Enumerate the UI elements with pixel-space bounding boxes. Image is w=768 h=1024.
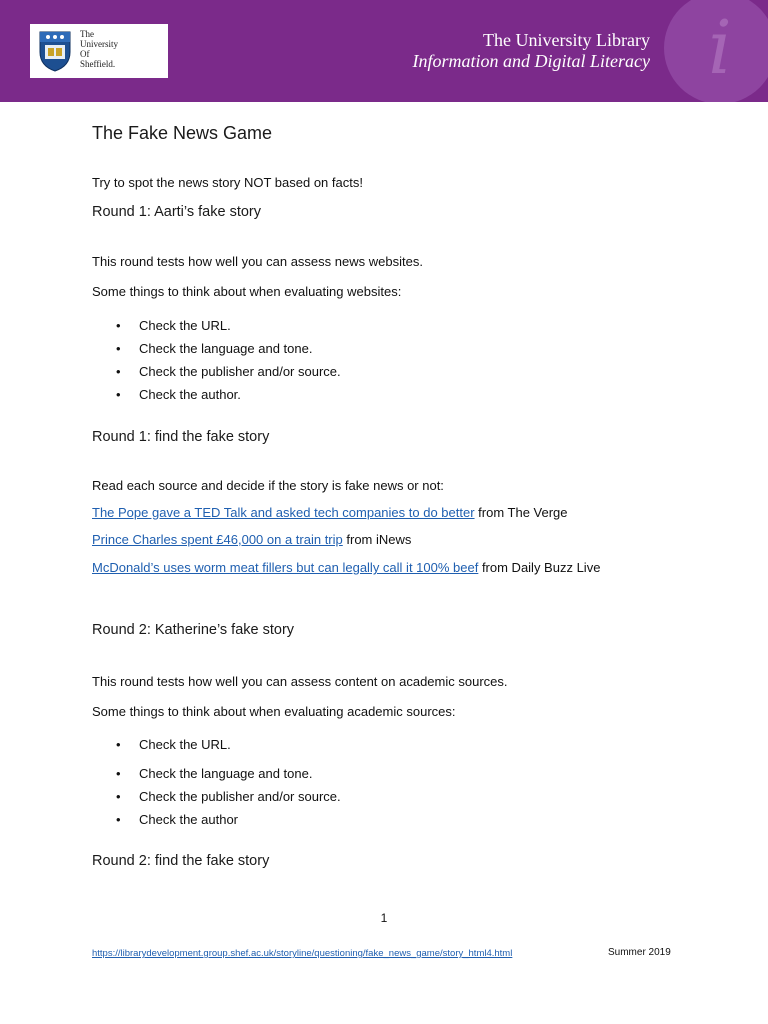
round1-description: This round tests how well you can assess news websites. — [92, 254, 423, 269]
page-header — [0, 0, 768, 102]
list-item: • Check the author. — [116, 387, 241, 402]
source-line-2: Prince Charles spent £46,000 on a train trip from iNews — [92, 532, 412, 547]
source-link-inews[interactable]: Prince Charles spent £46,000 on a train trip — [92, 532, 343, 547]
footer-date: Summer 2019 — [608, 947, 671, 958]
footer-url-link[interactable]: https://librarydevelopment.group.shef.ac.uk/storyline/questioning/fake_news_game/story_html4.html — [92, 948, 513, 959]
list-item: • Check the language and tone. — [116, 341, 313, 356]
list-item: • Check the publisher and/or source. — [116, 789, 341, 804]
list-item: • Check the URL. — [116, 318, 231, 333]
list-item: • Check the language and tone. — [116, 766, 313, 781]
round1-instruction: Read each source and decide if the story is fake news or not: — [92, 478, 444, 493]
source-link-verge[interactable]: The Pope gave a TED Talk and asked tech companies to do better — [92, 505, 475, 520]
round1-heading: Round 1: Aarti’s fake story — [92, 204, 261, 220]
crest-icon — [38, 30, 72, 72]
list-item: • Check the author — [116, 812, 239, 827]
round2-find-heading: Round 2: find the fake story — [92, 853, 270, 869]
round2-checklist — [116, 733, 341, 831]
round2-heading: Round 2: Katherine’s fake story — [92, 622, 295, 638]
round2-description: This round tests how well you can assess content on academic sources. — [92, 674, 508, 689]
round1-lead: Some things to think about when evaluating websites: — [92, 284, 402, 299]
info-icon: i — [708, 5, 732, 91]
logo-text: The University Of Sheffield. — [80, 29, 118, 69]
round1-find-heading: Round 1: find the fake story — [92, 429, 270, 445]
round1-checklist — [116, 314, 341, 406]
page-number: 1 — [380, 911, 388, 925]
round2-lead: Some things to think about when evaluating academic sources: — [92, 704, 456, 719]
library-title: The University Library — [483, 30, 650, 50]
page-title: The Fake News Game — [92, 123, 273, 143]
source-link-dailybuzz[interactable]: McDonald’s uses worm meat fillers but can legally call it 100% beef — [92, 560, 479, 575]
intro-text: Try to spot the news story NOT based on facts! — [92, 175, 363, 190]
list-item: • Check the URL. — [116, 737, 231, 752]
library-subtitle: Information and Digital Literacy — [412, 51, 650, 71]
source-line-3: McDonald’s uses worm meat fillers but can legally call it 100% beef from Daily Buzz Live — [92, 560, 601, 575]
list-item: • Check the publisher and/or source. — [116, 364, 341, 379]
source-line-1: The Pope gave a TED Talk and asked tech companies to do better from The Verge — [92, 505, 568, 520]
university-logo[interactable] — [30, 24, 168, 78]
